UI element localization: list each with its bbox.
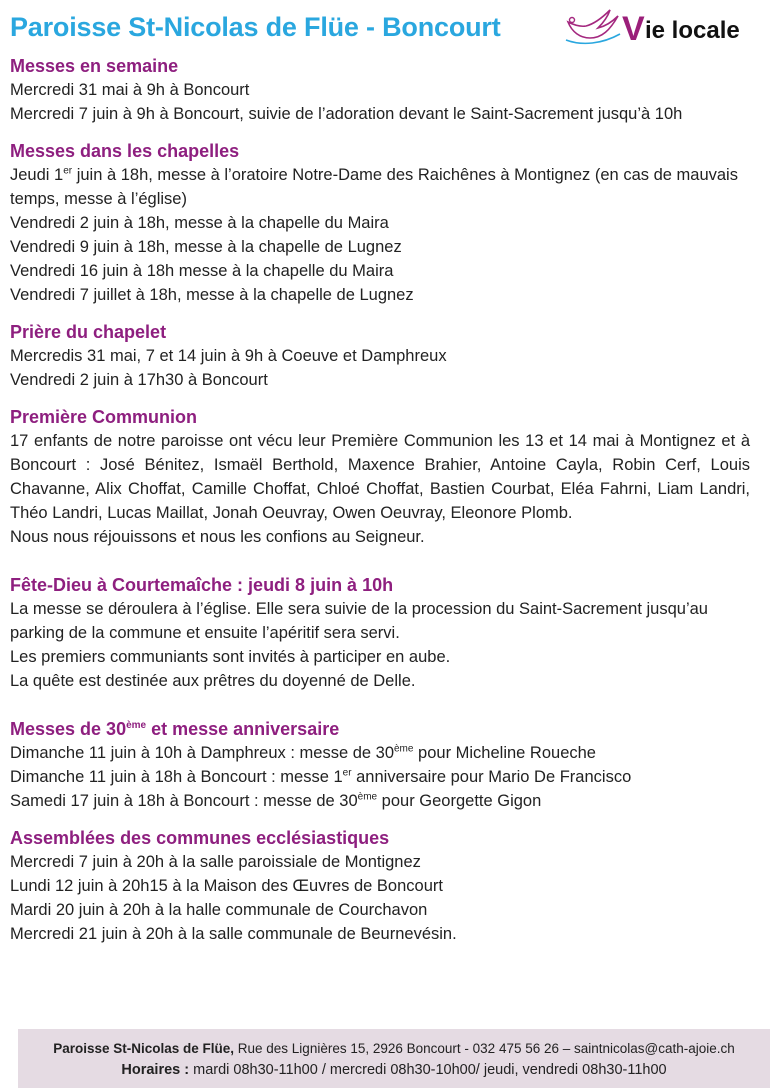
section-messes-chapelles — [10, 139, 750, 307]
logo-initial: V — [622, 10, 645, 48]
text-line: Vendredi 2 juin à 17h30 à Boncourt — [10, 371, 268, 389]
text-line: Vendredi 16 juin à 18h messe à la chapelle du Maira — [10, 262, 394, 280]
text-paragraph: La messe se déroulera à l’église. Elle sera suivie de la procession du Saint-Sacrement jusqu’au parking de la commune et ensuite l’apéritif sera servi. — [10, 600, 708, 642]
superscript: er — [63, 165, 73, 177]
text-line: Vendredi 9 juin à 18h, messe à la chapelle de Lugnez — [10, 238, 402, 256]
text-line: Mercredi 21 juin à 20h à la salle communale de Beurnevésin. — [10, 925, 457, 943]
section-messes-semaine — [10, 54, 750, 126]
text-part: juin à 18h, messe à l’oratoire Notre-Dame des Raichênes à Montignez (en cas de mauvais temps, messe à l’église) — [10, 166, 738, 208]
text-part: Dimanche 11 juin à 10h à Damphreux : messe de 30 — [10, 744, 394, 762]
footer-contact-box — [18, 1029, 770, 1088]
text-line: Mardi 20 juin à 20h à la halle communale de Courchavon — [10, 901, 428, 919]
text-line: Vendredi 2 juin à 18h, messe à la chapelle du Maira — [10, 214, 389, 232]
text-line — [10, 789, 750, 813]
logo-text: ie locale — [645, 17, 740, 44]
text-line: Mercredi 31 mai à 9h à Boncourt — [10, 81, 250, 99]
text-paragraph: 17 enfants de notre paroisse ont vécu leur Première Communion les 13 et 14 mai à Montignez et à Boncourt : José Bénitez, Ismaël Berthold, Maxence Brahier, Antoine Cayla, Robin Cerf, Louis Chavanne, Alix Choffat, Camille Choffat, Chloé Choffat, Bastien Courbat, Eléa Fahrni, Liam Landri, Théo Landri, Lucas Maillat, Jonah Oeuvray, Owen Oeuvray, Eleonore Plomb. — [10, 432, 750, 522]
section-title: Première Communion — [10, 407, 198, 427]
footer-hours: mardi 08h30-11h00 / mercredi 08h30-10h00/ jeudi, vendredi 08h30-11h00 — [189, 1062, 667, 1078]
section-messes-trentieme — [10, 717, 750, 813]
footer-hours-label: Horaires : — [121, 1062, 190, 1078]
superscript: er — [342, 767, 352, 779]
text-part: Jeudi 1 — [10, 166, 64, 184]
footer-hours-line — [18, 1059, 770, 1081]
text-line: Mercredi 7 juin à 20h à la salle paroissiale de Montignez — [10, 853, 421, 871]
section-title: Messes en semaine — [10, 56, 179, 76]
text-line: Mercredis 31 mai, 7 et 14 juin à 9h à Coeuve et Damphreux — [10, 347, 447, 365]
superscript: ème — [126, 720, 147, 731]
text-line — [10, 163, 750, 211]
page-content — [10, 54, 750, 946]
text-line: Lundi 12 juin à 20h15 à la Maison des Œuvres de Boncourt — [10, 877, 443, 895]
section-assemblees — [10, 826, 750, 946]
superscript: ème — [394, 743, 414, 755]
text-line: Nous nous réjouissons et nous les confions au Seigneur. — [10, 528, 425, 546]
vie-locale-logo — [562, 8, 762, 48]
text-part: anniversaire pour Mario De Francisco — [351, 768, 632, 786]
text-part: et messe anniversaire — [146, 719, 340, 739]
section-title: Messes dans les chapelles — [10, 141, 240, 161]
section-title: Prière du chapelet — [10, 322, 167, 342]
section-fete-dieu — [10, 573, 750, 693]
text-line: Mercredi 7 juin à 9h à Boncourt, suivie de l’adoration devant le Saint-Sacrement jusqu’à 10h — [10, 105, 683, 123]
page-header — [10, 8, 762, 48]
superscript: ème — [357, 791, 378, 803]
text-line: Les premiers communiants sont invités à participer en aube. — [10, 648, 451, 666]
text-part: Dimanche 11 juin à 18h à Boncourt : messe 1 — [10, 768, 343, 786]
page-title: Paroisse St-Nicolas de Flüe - Boncourt — [10, 12, 501, 42]
section-premiere-communion — [10, 405, 750, 549]
footer-address: Rue des Lignières 15, 2926 Boncourt - 032 475 56 26 – saintnicolas@cath-ajoie.ch — [234, 1041, 735, 1056]
section-title: Assemblées des communes ecclésiastiques — [10, 828, 390, 848]
text-part: Samedi 17 juin à 18h à Boncourt : messe de 30 — [10, 792, 358, 810]
text-part: Messes de 30 — [10, 719, 127, 739]
footer-address-line — [18, 1039, 770, 1059]
section-title: Fête-Dieu à Courtemaîche : jeudi 8 juin à 10h — [10, 575, 394, 595]
text-part: pour Micheline Roueche — [413, 744, 596, 762]
text-line — [10, 741, 750, 765]
footer-parish-name: Paroisse St-Nicolas de Flüe, — [53, 1041, 235, 1056]
text-line: La quête est destinée aux prêtres du doyenné de Delle. — [10, 672, 416, 690]
text-line — [10, 765, 750, 789]
text-part: pour Georgette Gigon — [377, 792, 542, 810]
text-line: Vendredi 7 juillet à 18h, messe à la chapelle de Lugnez — [10, 286, 414, 304]
section-title — [10, 717, 750, 741]
section-priere-chapelet — [10, 320, 750, 392]
